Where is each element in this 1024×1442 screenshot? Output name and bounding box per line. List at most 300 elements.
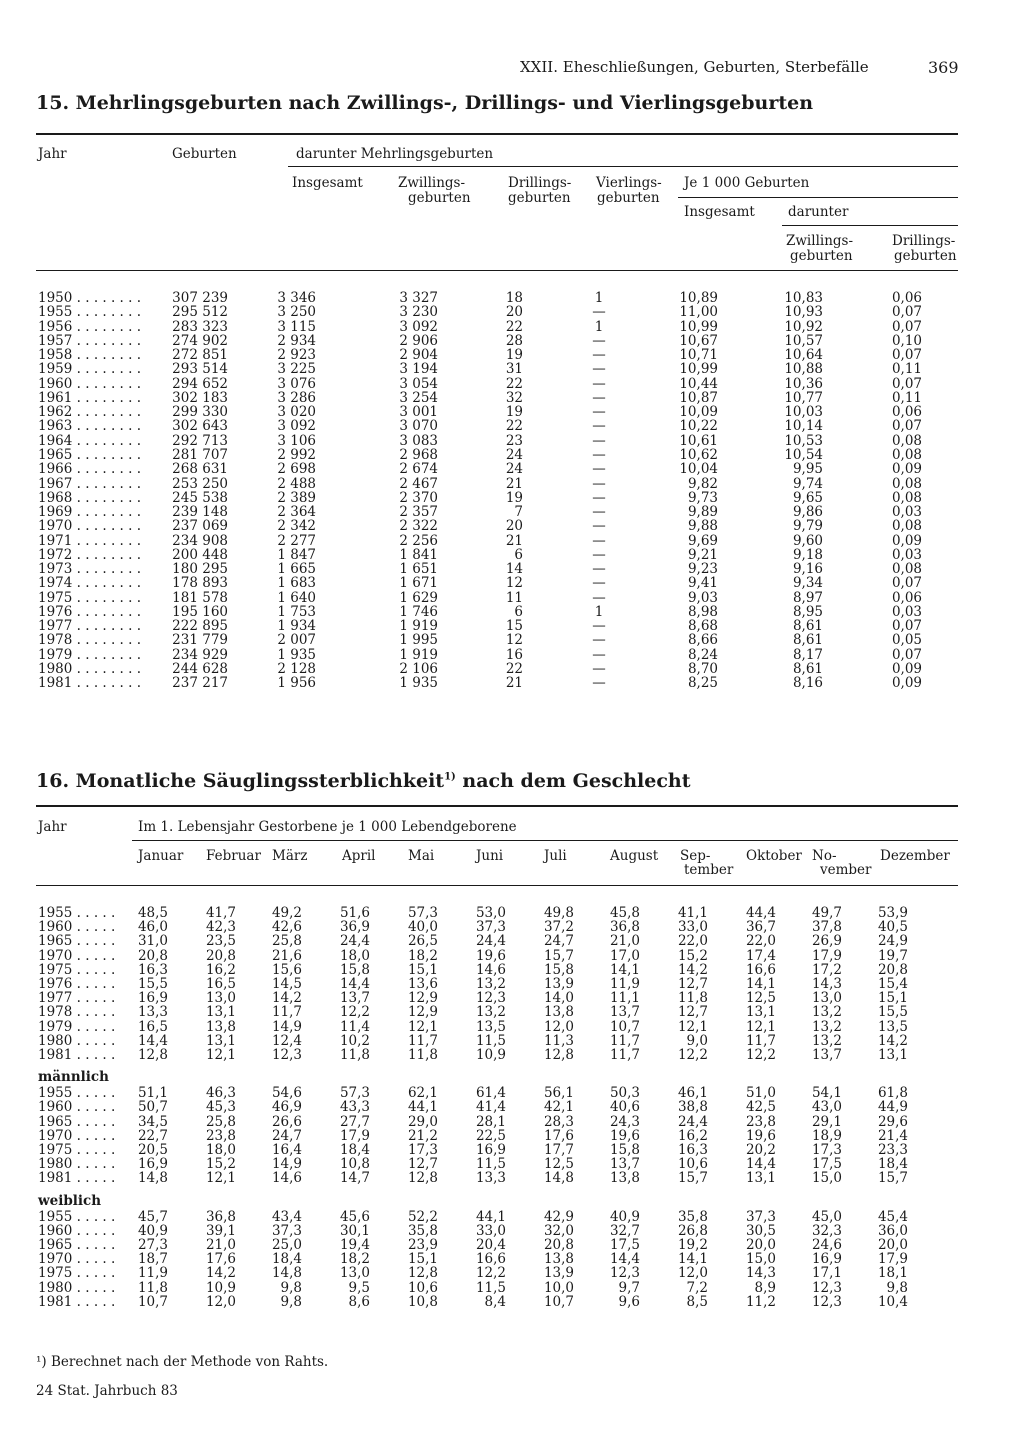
table-cell: 1965 . . . . . . . .: [38, 446, 142, 463]
table-cell: 3 327: [399, 290, 438, 306]
darunter-rule: [288, 166, 958, 167]
table-cell: 1961 . . . . . . . .: [38, 389, 142, 406]
table-cell: 53,9: [877, 905, 908, 921]
table-cell: 36,9: [339, 919, 370, 936]
table-cell: 19,6: [475, 947, 506, 964]
table-cell: 25,0: [271, 1237, 302, 1253]
table-cell: 10,64: [784, 347, 823, 364]
table-cell: —: [592, 332, 606, 349]
table-cell: 13,9: [543, 976, 574, 992]
table-cell: 10,9: [205, 1279, 236, 1296]
table-cell: 9,41: [687, 575, 718, 592]
table-cell: 1 665: [277, 561, 316, 578]
table-cell: 1957 . . . . . . . .: [38, 332, 142, 349]
table-cell: 9,5: [348, 1279, 370, 1296]
table-cell: 2 256: [399, 532, 438, 549]
table-cell: 45,3: [205, 1099, 236, 1116]
table-cell: 21,2: [407, 1127, 438, 1144]
table-cell: 2 904: [399, 347, 438, 364]
table-cell: 0,03: [891, 603, 922, 620]
table-cell: 16,4: [271, 1142, 302, 1158]
table-cell: 20,0: [877, 1237, 908, 1253]
table-cell: 13,2: [811, 1018, 842, 1035]
table-cell: 17,4: [745, 947, 776, 964]
table-cell: 3 286: [277, 389, 316, 406]
table-cell: 3 076: [277, 375, 316, 392]
table-cell: 23,8: [745, 1113, 776, 1130]
table-cell: 10,87: [679, 389, 718, 406]
table-cell: 8,98: [687, 603, 718, 620]
table-cell: 1981 . . . . .: [38, 1170, 116, 1187]
table-cell: 10,44: [679, 375, 718, 392]
table-cell: 1 956: [277, 675, 316, 692]
table-cell: 10,09: [679, 404, 718, 421]
table-cell: 11,7: [407, 1032, 438, 1049]
table-cell: 0,09: [891, 532, 922, 549]
table-cell: 21,4: [877, 1127, 908, 1144]
table-cell: 1 919: [399, 646, 438, 663]
table-cell: 51,1: [137, 1085, 168, 1102]
table-cell: 11,5: [475, 1156, 506, 1173]
table-cell: 50,3: [609, 1085, 640, 1102]
table-cell: 16,3: [677, 1142, 708, 1158]
table-cell: 18,4: [271, 1251, 302, 1268]
table-cell: 46,3: [205, 1085, 236, 1102]
table-cell: 15,1: [407, 1251, 438, 1268]
table-cell: 23,5: [205, 933, 236, 950]
table-cell: 9,18: [792, 546, 823, 563]
je-darunter-rule: [782, 225, 958, 226]
table-cell: 9,16: [792, 561, 823, 578]
table-cell: 1956 . . . . . . . .: [38, 318, 142, 335]
table-cell: 1966 . . . . . . . .: [38, 461, 142, 478]
table-cell: 8,97: [792, 589, 823, 606]
table-cell: 8,61: [792, 618, 823, 635]
table-cell: 19: [505, 404, 523, 421]
table-cell: 57,3: [339, 1085, 370, 1102]
table-cell: 38,8: [677, 1099, 708, 1116]
table-cell: 15,4: [877, 976, 908, 992]
table-cell: 10,7: [543, 1293, 574, 1310]
table-cell: 1 629: [399, 589, 438, 606]
table-cell: 0,10: [891, 332, 922, 349]
table-cell: 36,7: [745, 919, 776, 936]
table-cell: 22: [505, 375, 523, 392]
table-cell: 10,83: [784, 290, 823, 306]
table-cell: 295 512: [172, 304, 228, 321]
table-cell: 1960 . . . . . . . .: [38, 375, 142, 392]
col-insgesamt: Insgesamt: [292, 175, 363, 191]
table-cell: 0,07: [891, 646, 922, 663]
table-cell: 42,6: [271, 919, 302, 936]
table-cell: 16,2: [677, 1127, 708, 1144]
table-cell: 15,1: [407, 961, 438, 978]
table-cell: 10,53: [784, 432, 823, 449]
table-cell: 2 467: [399, 475, 438, 492]
table-cell: 12,7: [677, 1004, 708, 1021]
table-cell: 56,1: [543, 1085, 574, 1102]
table-cell: 1981 . . . . .: [38, 1047, 116, 1063]
table-cell: 51,0: [745, 1085, 776, 1102]
table-cell: 0,03: [891, 546, 922, 563]
table-cell: 1970 . . . . .: [38, 1127, 116, 1144]
table-cell: 24,7: [271, 1127, 302, 1144]
table-cell: 3 083: [399, 432, 438, 449]
table-cell: 39,1: [205, 1222, 236, 1239]
table-cell: 14,6: [271, 1170, 302, 1187]
table-cell: 1965 . . . . .: [38, 1237, 116, 1253]
table-cell: 10,99: [679, 318, 718, 335]
table-cell: 11,7: [609, 1047, 640, 1063]
table-cell: 1 753: [277, 603, 316, 620]
table-cell: 26,6: [271, 1113, 302, 1130]
table-cell: 42,3: [205, 919, 236, 936]
table-cell: 3 054: [399, 375, 438, 392]
table-cell: 9,7: [618, 1279, 640, 1296]
table-cell: 19,6: [745, 1127, 776, 1144]
month-header: Mai: [408, 848, 435, 864]
table-cell: 253 250: [172, 475, 228, 492]
table-cell: 0,06: [891, 589, 922, 606]
col-je-drillings-2: geburten: [894, 248, 957, 264]
table-cell: 8,9: [754, 1279, 776, 1296]
col-je-zwillings-2: geburten: [790, 248, 853, 264]
table-cell: 14,7: [339, 1170, 370, 1187]
table-cell: 14,6: [475, 961, 506, 978]
table-cell: 12,2: [475, 1265, 506, 1282]
table-cell: 10,71: [679, 347, 718, 364]
table-cell: 10,8: [407, 1293, 438, 1310]
table-cell: 30,5: [745, 1222, 776, 1239]
table-cell: 22,5: [475, 1127, 506, 1144]
table-cell: 11,8: [407, 1047, 438, 1063]
table-cell: —: [592, 532, 606, 549]
table-cell: 1 671: [399, 575, 438, 592]
table-cell: 0,09: [891, 461, 922, 478]
table-cell: 245 538: [172, 489, 228, 506]
table-cell: 1975 . . . . .: [38, 1142, 116, 1158]
table-cell: 22: [505, 661, 523, 678]
table-cell: 8,70: [687, 661, 718, 678]
table-cell: 13,8: [609, 1170, 640, 1187]
table-cell: 299 330: [172, 404, 228, 421]
table-cell: 14,0: [543, 990, 574, 1007]
table-cell: 13,2: [475, 1004, 506, 1021]
table-cell: 1 746: [399, 603, 438, 620]
table-cell: 45,0: [811, 1208, 842, 1225]
table-cell: 16: [505, 646, 523, 663]
month-header: April: [342, 848, 376, 864]
table16-header-rule: [36, 885, 958, 886]
table-cell: 10,6: [677, 1156, 708, 1173]
table-cell: 8,61: [792, 632, 823, 649]
table-cell: 1981 . . . . . . . .: [38, 675, 142, 692]
table-cell: —: [592, 361, 606, 378]
table-cell: —: [592, 432, 606, 449]
table-cell: 13,1: [877, 1047, 908, 1063]
table-cell: 0,07: [891, 575, 922, 592]
month-header: Oktober: [746, 848, 802, 864]
table-cell: —: [592, 675, 606, 692]
table-cell: 12,0: [677, 1265, 708, 1282]
table-cell: 244 628: [172, 661, 228, 678]
table-cell: 16,3: [137, 961, 168, 978]
month-header: Dezember: [880, 848, 950, 864]
col-geburten: Geburten: [172, 146, 237, 162]
table-cell: 41,4: [475, 1099, 506, 1116]
table-cell: 0,08: [891, 489, 922, 506]
table-cell: 2 128: [277, 661, 316, 678]
table-cell: 7: [514, 504, 523, 521]
table-cell: 1970 . . . . . . . .: [38, 518, 142, 535]
table-cell: 12,5: [745, 990, 776, 1007]
group-label: männlich: [38, 1069, 109, 1086]
table-cell: 9,65: [792, 489, 823, 506]
table-cell: 11,9: [609, 976, 640, 992]
table-cell: 18: [505, 290, 523, 306]
table-cell: 3 250: [277, 304, 316, 321]
table-cell: 16,5: [205, 976, 236, 992]
table-cell: 10,0: [543, 1279, 574, 1296]
table-cell: 13,2: [811, 1032, 842, 1049]
table-cell: 29,6: [877, 1113, 908, 1130]
table-cell: 20,5: [137, 1142, 168, 1158]
table-cell: 9,6: [618, 1293, 640, 1310]
table-cell: 21,0: [205, 1237, 236, 1253]
table-cell: 21: [505, 475, 523, 492]
table-cell: 14,9: [271, 1156, 302, 1173]
t16-col-jahr: Jahr: [38, 819, 67, 835]
table-cell: 15,0: [745, 1251, 776, 1268]
table-cell: 15,5: [877, 1004, 908, 1021]
table-cell: 1980 . . . . .: [38, 1279, 116, 1296]
table-cell: 14,8: [271, 1265, 302, 1282]
table-cell: 12,1: [205, 1047, 236, 1063]
table-cell: 178 893: [172, 575, 228, 592]
table-cell: 10,89: [679, 290, 718, 306]
table-cell: 18,1: [877, 1265, 908, 1282]
table-cell: 20,0: [745, 1237, 776, 1253]
table-cell: 9,0: [686, 1032, 708, 1049]
table-cell: —: [592, 661, 606, 678]
table-cell: 0,08: [891, 518, 922, 535]
table-cell: 1972 . . . . . . . .: [38, 546, 142, 563]
table-cell: 11,00: [679, 304, 718, 321]
table-cell: 1955 . . . . .: [38, 1085, 116, 1102]
table-cell: 10,36: [784, 375, 823, 392]
month-header: Januar: [138, 848, 184, 864]
table-cell: 272 851: [172, 347, 228, 364]
table-cell: 24,4: [475, 933, 506, 950]
table-cell: 1965 . . . . .: [38, 933, 116, 950]
table-cell: 24,4: [677, 1113, 708, 1130]
table-cell: 1973 . . . . . . . .: [38, 561, 142, 578]
table-cell: —: [592, 504, 606, 521]
table-cell: 6: [514, 603, 523, 620]
table-cell: 1980 . . . . .: [38, 1156, 116, 1173]
table-cell: 9,03: [687, 589, 718, 606]
col-vierlings-2: geburten: [597, 190, 660, 206]
table-cell: 14,2: [205, 1265, 236, 1282]
table-cell: 3 230: [399, 304, 438, 321]
table-cell: 0,11: [891, 361, 922, 378]
table-cell: 9,8: [886, 1279, 908, 1296]
table-cell: 14,1: [677, 1251, 708, 1268]
table-cell: 1967 . . . . . . . .: [38, 475, 142, 492]
table-cell: 12,1: [205, 1170, 236, 1187]
table-cell: —: [592, 461, 606, 478]
table-cell: 1977 . . . . . . . .: [38, 618, 142, 635]
table-cell: 30,1: [339, 1222, 370, 1239]
table-cell: 237 069: [172, 518, 228, 535]
table-cell: 40,6: [609, 1099, 640, 1116]
table-cell: 10,61: [679, 432, 718, 449]
table-cell: 14,2: [877, 1032, 908, 1049]
table-cell: 10,57: [784, 332, 823, 349]
table-cell: 3 020: [277, 404, 316, 421]
table-cell: 14: [505, 561, 523, 578]
table-cell: 3 115: [277, 318, 316, 335]
table-cell: 1977 . . . . .: [38, 990, 116, 1007]
table-cell: 0,08: [891, 475, 922, 492]
page-number: 369: [928, 58, 959, 77]
col-zwillings-2: geburten: [408, 190, 471, 206]
table-cell: 40,5: [877, 919, 908, 936]
table-cell: 11,9: [137, 1265, 168, 1282]
table-cell: 1981 . . . . .: [38, 1293, 116, 1310]
table-cell: 0,07: [891, 375, 922, 392]
table-cell: 18,0: [205, 1142, 236, 1158]
col-zwillings: Zwillings-: [398, 175, 466, 191]
table-cell: 32: [505, 389, 523, 406]
table-cell: 3 346: [277, 290, 316, 306]
table-cell: 2 106: [399, 661, 438, 678]
col-drillings-2: geburten: [508, 190, 571, 206]
table-cell: 41,7: [205, 905, 236, 921]
table-cell: 2 992: [277, 446, 316, 463]
table-cell: 15,8: [339, 961, 370, 978]
table-cell: 0,08: [891, 446, 922, 463]
table-cell: 11,8: [677, 990, 708, 1007]
table-cell: 0,06: [891, 404, 922, 421]
table-cell: 22: [505, 318, 523, 335]
table-cell: 14,8: [137, 1170, 168, 1187]
month-header: August: [610, 848, 659, 864]
table-cell: 11,3: [543, 1032, 574, 1049]
table-cell: 8,24: [687, 646, 718, 663]
col-drillings: Drillings-: [508, 175, 572, 191]
table-cell: 24,9: [877, 933, 908, 950]
table-cell: 1975 . . . . .: [38, 1265, 116, 1282]
table-cell: 31,0: [137, 933, 168, 950]
table-cell: 13,3: [475, 1170, 506, 1187]
table-cell: 19: [505, 347, 523, 364]
table-cell: 37,8: [811, 919, 842, 936]
table-cell: 10,7: [137, 1293, 168, 1310]
table-cell: 0,08: [891, 432, 922, 449]
table-cell: 1976 . . . . .: [38, 976, 116, 992]
table-cell: 12,1: [745, 1018, 776, 1035]
table-cell: 21: [505, 675, 523, 692]
table-cell: 33,0: [677, 919, 708, 936]
table-cell: 12,0: [543, 1018, 574, 1035]
table-cell: 2 674: [399, 461, 438, 478]
table-cell: 20,8: [877, 961, 908, 978]
table-cell: 62,1: [407, 1085, 438, 1102]
table-cell: 0,08: [891, 561, 922, 578]
table-cell: 9,82: [687, 475, 718, 492]
table-cell: 3 001: [399, 404, 438, 421]
table-cell: 2 364: [277, 504, 316, 521]
table-cell: 10,67: [679, 332, 718, 349]
table-cell: 268 631: [172, 461, 228, 478]
table-cell: 17,5: [609, 1237, 640, 1253]
table-cell: 9,86: [792, 504, 823, 521]
table-cell: 23: [505, 432, 523, 449]
table-cell: 17,6: [543, 1127, 574, 1144]
table-cell: 40,9: [609, 1208, 640, 1225]
table-cell: 9,73: [687, 489, 718, 506]
table-cell: 28,1: [475, 1113, 506, 1130]
table-cell: 0,09: [891, 675, 922, 692]
table-cell: 8,4: [484, 1293, 506, 1310]
table-cell: —: [592, 347, 606, 364]
table16-title: 16. Monatliche Säuglingssterblichkeit$^{1)}$ nach dem Geschlecht: [36, 770, 691, 792]
table-cell: 11,4: [339, 1018, 370, 1035]
table-cell: 54,1: [811, 1085, 842, 1102]
table-cell: 40,9: [137, 1222, 168, 1239]
col-je-zwillings: Zwillings-: [786, 233, 854, 249]
table-cell: 9,89: [687, 504, 718, 521]
table-cell: —: [592, 375, 606, 392]
table-cell: 10,99: [679, 361, 718, 378]
table-cell: 10,7: [609, 1018, 640, 1035]
table-cell: 22,7: [137, 1127, 168, 1144]
table-cell: 14,2: [271, 990, 302, 1007]
table-cell: 37,3: [745, 1208, 776, 1225]
table-cell: 16,6: [475, 1251, 506, 1268]
table-cell: 2 370: [399, 489, 438, 506]
table-cell: 10,88: [784, 361, 823, 378]
table-cell: 11,7: [745, 1032, 776, 1049]
table-cell: 12,8: [407, 1265, 438, 1282]
table-cell: 13,6: [407, 976, 438, 992]
table-cell: 17,3: [811, 1142, 842, 1158]
table-cell: 1960 . . . . .: [38, 1222, 116, 1239]
table-cell: 9,34: [792, 575, 823, 592]
table-cell: 43,3: [339, 1099, 370, 1116]
table-cell: 15,0: [811, 1170, 842, 1187]
table-cell: 14,2: [677, 961, 708, 978]
table-cell: 15,7: [877, 1170, 908, 1187]
table-cell: 48,5: [137, 905, 168, 921]
table-cell: 2 007: [277, 632, 316, 649]
table-cell: 15,2: [677, 947, 708, 964]
table-cell: 3 106: [277, 432, 316, 449]
table-cell: 9,69: [687, 532, 718, 549]
table-cell: 1: [594, 603, 604, 620]
table-cell: 14,4: [745, 1156, 776, 1173]
table-cell: 45,7: [137, 1208, 168, 1225]
table-cell: 1970 . . . . .: [38, 947, 116, 964]
table-cell: 234 908: [172, 532, 228, 549]
table-cell: 1955 . . . . .: [38, 1208, 116, 1225]
table-cell: 19,7: [877, 947, 908, 964]
table-cell: 11,8: [339, 1047, 370, 1063]
table-cell: 15: [505, 618, 523, 635]
table-cell: —: [592, 418, 606, 435]
table-cell: 307 239: [172, 290, 228, 306]
